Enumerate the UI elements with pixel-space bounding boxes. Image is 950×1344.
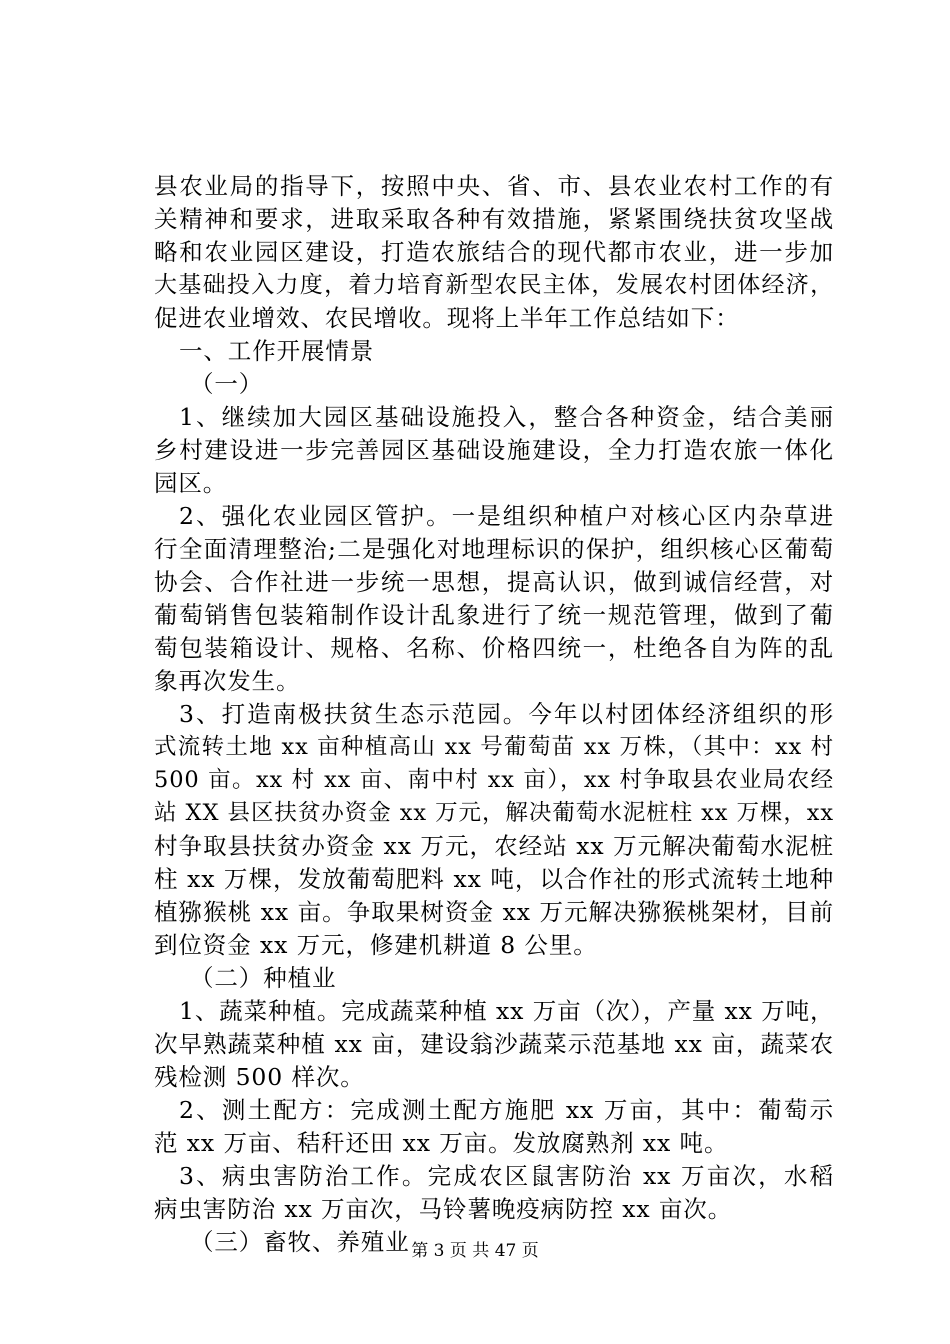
text-line: 范 xx 万亩、秸秆还田 xx 万亩。发放腐熟剂 xx 吨。 (154, 1129, 729, 1157)
text-line: 式流转土地 xx 亩种植高山 xx 号葡萄苗 xx 万株，（其中：xx 村 (154, 734, 834, 760)
text-line: 到位资金 xx 万元，修建机耕道 8 公里。 (154, 931, 598, 959)
text-line: 2、测土配方：完成测土配方施肥 xx 万亩，其中：葡萄示 (179, 1096, 834, 1124)
text-line: 2、强化农业园区管护。一是组织种植户对核心区内杂草进 (179, 502, 834, 530)
text-line: 病虫害防治 xx 万亩次，马铃薯晚疫病防控 xx 亩次。 (154, 1195, 733, 1223)
text-line: （三）畜牧、养殖业 (190, 1228, 410, 1256)
text-line: （一） (190, 370, 264, 398)
text-line: 大基础投入力度，着力培育新型农民主体，发展农村团体经济， (154, 272, 834, 298)
text-line: 残检测 500 样次。 (154, 1063, 365, 1091)
text-line: 县农业局的指导下，按照中央、省、市、县农业农村工作的有 (154, 172, 834, 200)
text-line: 3、打造南极扶贫生态示范园。今年以村团体经济组织的形 (179, 700, 834, 728)
text-line: 乡村建设进一步完善园区基础设施建设，全力打造农旅一体化 (154, 436, 834, 464)
text-line: 站 XX 县区扶贫办资金 xx 万元，解决葡萄水泥桩柱 xx 万棵，xx (154, 800, 834, 826)
text-line: 500 亩。xx 村 xx 亩、南中村 xx 亩），xx 村争取县农业局农经 (154, 767, 834, 793)
document-body (154, 170, 834, 1259)
text-line: 促进农业增效、农民增收。现将上半年工作总结如下： (154, 304, 740, 332)
text-line: 葡萄销售包装箱制作设计乱象进行了统一规范管理，做到了葡 (154, 601, 834, 629)
text-line: 次早熟蔬菜种植 xx 亩，建设翁沙蔬菜示范基地 xx 亩，蔬菜农 (154, 1030, 834, 1058)
text-line: （二）种植业 (190, 964, 337, 992)
text-line: 植猕猴桃 xx 亩。争取果树资金 xx 万元解决猕猴桃架材，目前 (154, 898, 834, 926)
text-line: 一、工作开展情景 (179, 337, 375, 365)
text-line: 协会、合作社进一步统一思想，提高认识，做到诚信经营，对 (154, 568, 834, 596)
text-line: 3、病虫害防治工作。完成农区鼠害防治 xx 万亩次，水稻 (179, 1162, 834, 1190)
page-footer: 第 3 页 共 47 页 (411, 1241, 539, 1261)
text-line: 行全面清理整治;二是强化对地理标识的保护，组织核心区葡萄 (154, 535, 834, 563)
text-line: 1、继续加大园区基础设施投入，整合各种资金，结合美丽 (179, 403, 834, 431)
text-line: 1、蔬菜种植。完成蔬菜种植 xx 万亩（次），产量 xx 万吨， (179, 997, 835, 1025)
text-line: 萄包装箱设计、规格、名称、价格四统一，杜绝各自为阵的乱 (154, 634, 834, 662)
text-line: 村争取县扶贫办资金 xx 万元，农经站 xx 万元解决葡萄水泥桩 (154, 832, 834, 860)
text-line: 关精神和要求，进取采取各种有效措施，紧紧围绕扶贫攻坚战 (154, 205, 834, 233)
text-line: 象再次发生。 (154, 667, 301, 695)
text-line: 略和农业园区建设，打造农旅结合的现代都市农业，进一步加 (154, 238, 834, 266)
text-line: 柱 xx 万棵，发放葡萄肥料 xx 吨，以合作社的形式流转土地种 (154, 865, 834, 893)
text-line: 园区。 (154, 469, 228, 497)
